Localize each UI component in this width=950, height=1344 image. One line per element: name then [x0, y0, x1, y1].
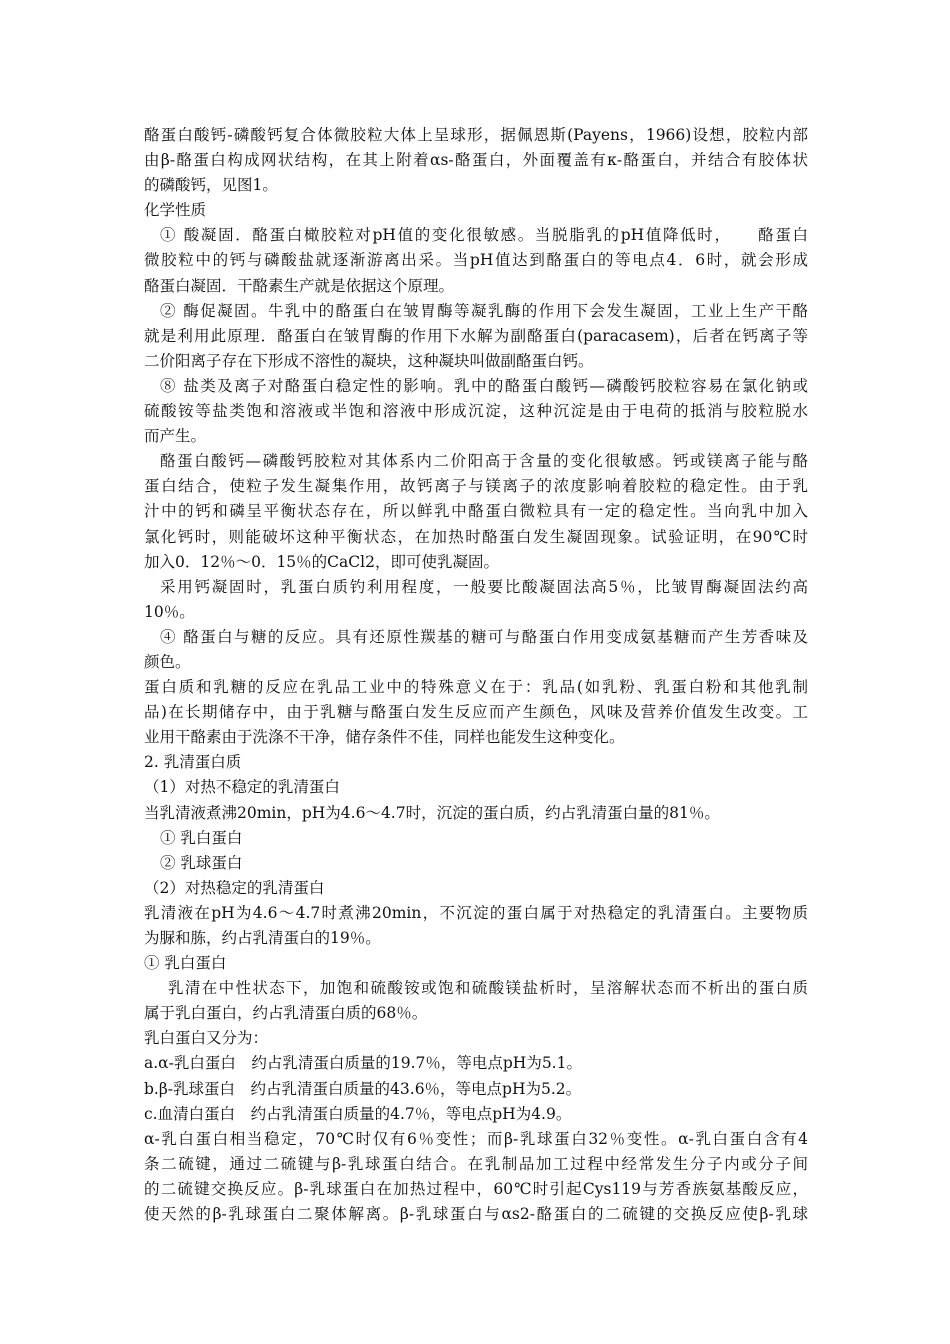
text-line: 当乳清液煮沸20min，pH为4.6～4.7时，沉淀的蛋白质，约占乳清蛋白量的81％。 [144, 803, 720, 822]
text-line: 10％。 [144, 602, 195, 621]
text-line: α-乳白蛋白相当稳定，70℃时仅有6％变性；而β-乳球蛋白32％变性。α-乳白蛋白含有4 [144, 1129, 808, 1148]
text-line: a.α-乳白蛋白 约占乳清蛋白质量的19.7％，等电点pH为5.1。 [144, 1054, 582, 1073]
text-line: 微胶粒中的钙与磷酸盐就逐渐游离出采。当pH值达到酪蛋白的等电点4．6时，就会形成 [144, 251, 808, 270]
text-line: ④ 酪蛋白与糖的反应。具有还原性羰基的糖可与酪蛋白作用变成氨基糖而产生芳香味及 [160, 627, 808, 646]
text-line: 酪蛋白凝固．干酪素生产就是依据这个原理。 [144, 276, 455, 295]
text-line: 使天然的β-乳球蛋白二聚体解离。β-乳球蛋白与αs2-酪蛋白的二硫键的交换反应使β-乳球 [144, 1205, 808, 1224]
text-line: 的磷酸钙，见图1。 [144, 176, 278, 195]
text-line: b.β-乳球蛋白 约占乳清蛋白质量的43.6％，等电点pH为5.2。 [144, 1079, 582, 1098]
text-line: 颜色。 [144, 652, 191, 671]
text-line: 的二硫键交换反应。β-乳球蛋白在加热过程中，60℃时引起Cys119与芳香族氨基酸反应， [144, 1179, 808, 1198]
text-line: 氯化钙时，则能破坏这种平衡状态，在加热时酪蛋白发生凝固现象。试验证明，在90℃时 [144, 527, 808, 546]
subsection-heading: （1）对热不稳定的乳清蛋白 [144, 778, 340, 797]
text-line: 二价阳离子存在下形成不溶性的凝块，这种凝块叫做副酪蛋白钙。 [144, 351, 594, 370]
section-heading: 化学性质 [144, 201, 207, 220]
section-heading: 2. 乳清蛋白质 [144, 753, 242, 772]
text-line: ① 酸凝固．酪蛋白橄胶粒对pH值的变化很敏感。当脱脂乳的pH值降低时， 酪蛋白 [160, 226, 808, 245]
text-line: 就是利用此原理．酪蛋白在皱胃酶的作用下水解为副酪蛋白(paracasem)，后者在钙离子等 [144, 326, 808, 345]
text-line: 乳白蛋白又分为： [144, 1029, 269, 1048]
text-line: 采用钙凝固时，乳蛋白质钓利用程度，一般要比酸凝固法高5％，比皱胃酶凝固法约高 [160, 577, 808, 596]
text-line: c.血清白蛋白 约占乳清蛋白质量的4.7％，等电点pH为4.9。 [144, 1104, 572, 1123]
text-line: 硫酸铵等盐类饱和溶液或半饱和溶液中形成沉淀，这种沉淀是由于电荷的抵消与胶粒脱水 [144, 402, 808, 421]
text-line: 酪蛋白酸钙—磷酸钙胶粒对其体系内二价阳高于含量的变化很敏感。钙或镁离子能与酪 [160, 452, 808, 471]
document-body [144, 123, 808, 1227]
text-line: 而产生。 [144, 427, 207, 446]
text-line: 条二硫键，通过二硫键与β-乳球蛋白结合。在乳制品加工过程中经常发生分子内或分子间 [144, 1154, 808, 1173]
list-item: ① 乳白蛋白 [144, 954, 227, 973]
text-line: 酪蛋白酸钙-磷酸钙复合体微胶粒大体上呈球形，据佩恩斯(Payens，1966)设想，胶粒内部 [144, 126, 808, 144]
subsection-heading: （2）对热稳定的乳清蛋白 [144, 878, 325, 897]
text-line: 由β-酪蛋白构成网状结构，在其上附着αs-酪蛋白，外面覆盖有κ-酪蛋白，并结合有胶体状 [144, 151, 808, 170]
text-line: 加入0．12％～0．15％的CaCl2，即可使乳凝固。 [144, 552, 499, 571]
text-line: 蛋白结合，使粒子发生凝集作用，故钙离子与镁离子的浓度影响着胶粒的稳定性。由于乳 [144, 477, 808, 496]
text-line: 业用干酪素由于洗涤不干净，储存条件不佳，同样也能发生这种变化。 [144, 728, 625, 747]
list-item: ① 乳白蛋白 [160, 828, 243, 847]
text-line: ② 酶促凝固。牛乳中的酪蛋白在皱胃酶等凝乳酶的作用下会发生凝固，工业上生产干酪 [160, 301, 808, 320]
text-line: 蛋白质和乳糖的反应在乳品工业中的特殊意义在于：乳品(如乳粉、乳蛋白粉和其他乳制 [144, 678, 808, 697]
list-item: ② 乳球蛋白 [160, 853, 243, 872]
text-line: 乳清液在pH为4.6～4.7时煮沸20min，不沉淀的蛋白属于对热稳定的乳清蛋白。主要物质 [144, 903, 808, 922]
text-line: 为脲和胨，约占乳清蛋白的19％。 [144, 929, 381, 947]
text-line: 乳清在中性状态下，加饱和硫酸铵或饱和硫酸镁盐析时，呈溶解状态而不析出的蛋白质 [168, 979, 808, 998]
text-line: 属于乳白蛋白，约占乳清蛋白质的68％。 [144, 1004, 428, 1023]
text-line: 汁中的钙和磷呈平衡状态存在，所以鲜乳中酪蛋白微粒具有一定的稳定性。当向乳中加入 [144, 502, 808, 521]
text-line: ⑧ 盐类及离子对酪蛋白稳定性的影响。乳中的酪蛋白酸钙—磷酸钙胶粒容易在氯化钠或 [160, 376, 808, 395]
text-line: 品)在长期储存中，由于乳糖与酪蛋白发生反应而产生颜色，风味及营养价值发生改变。工 [144, 703, 808, 722]
